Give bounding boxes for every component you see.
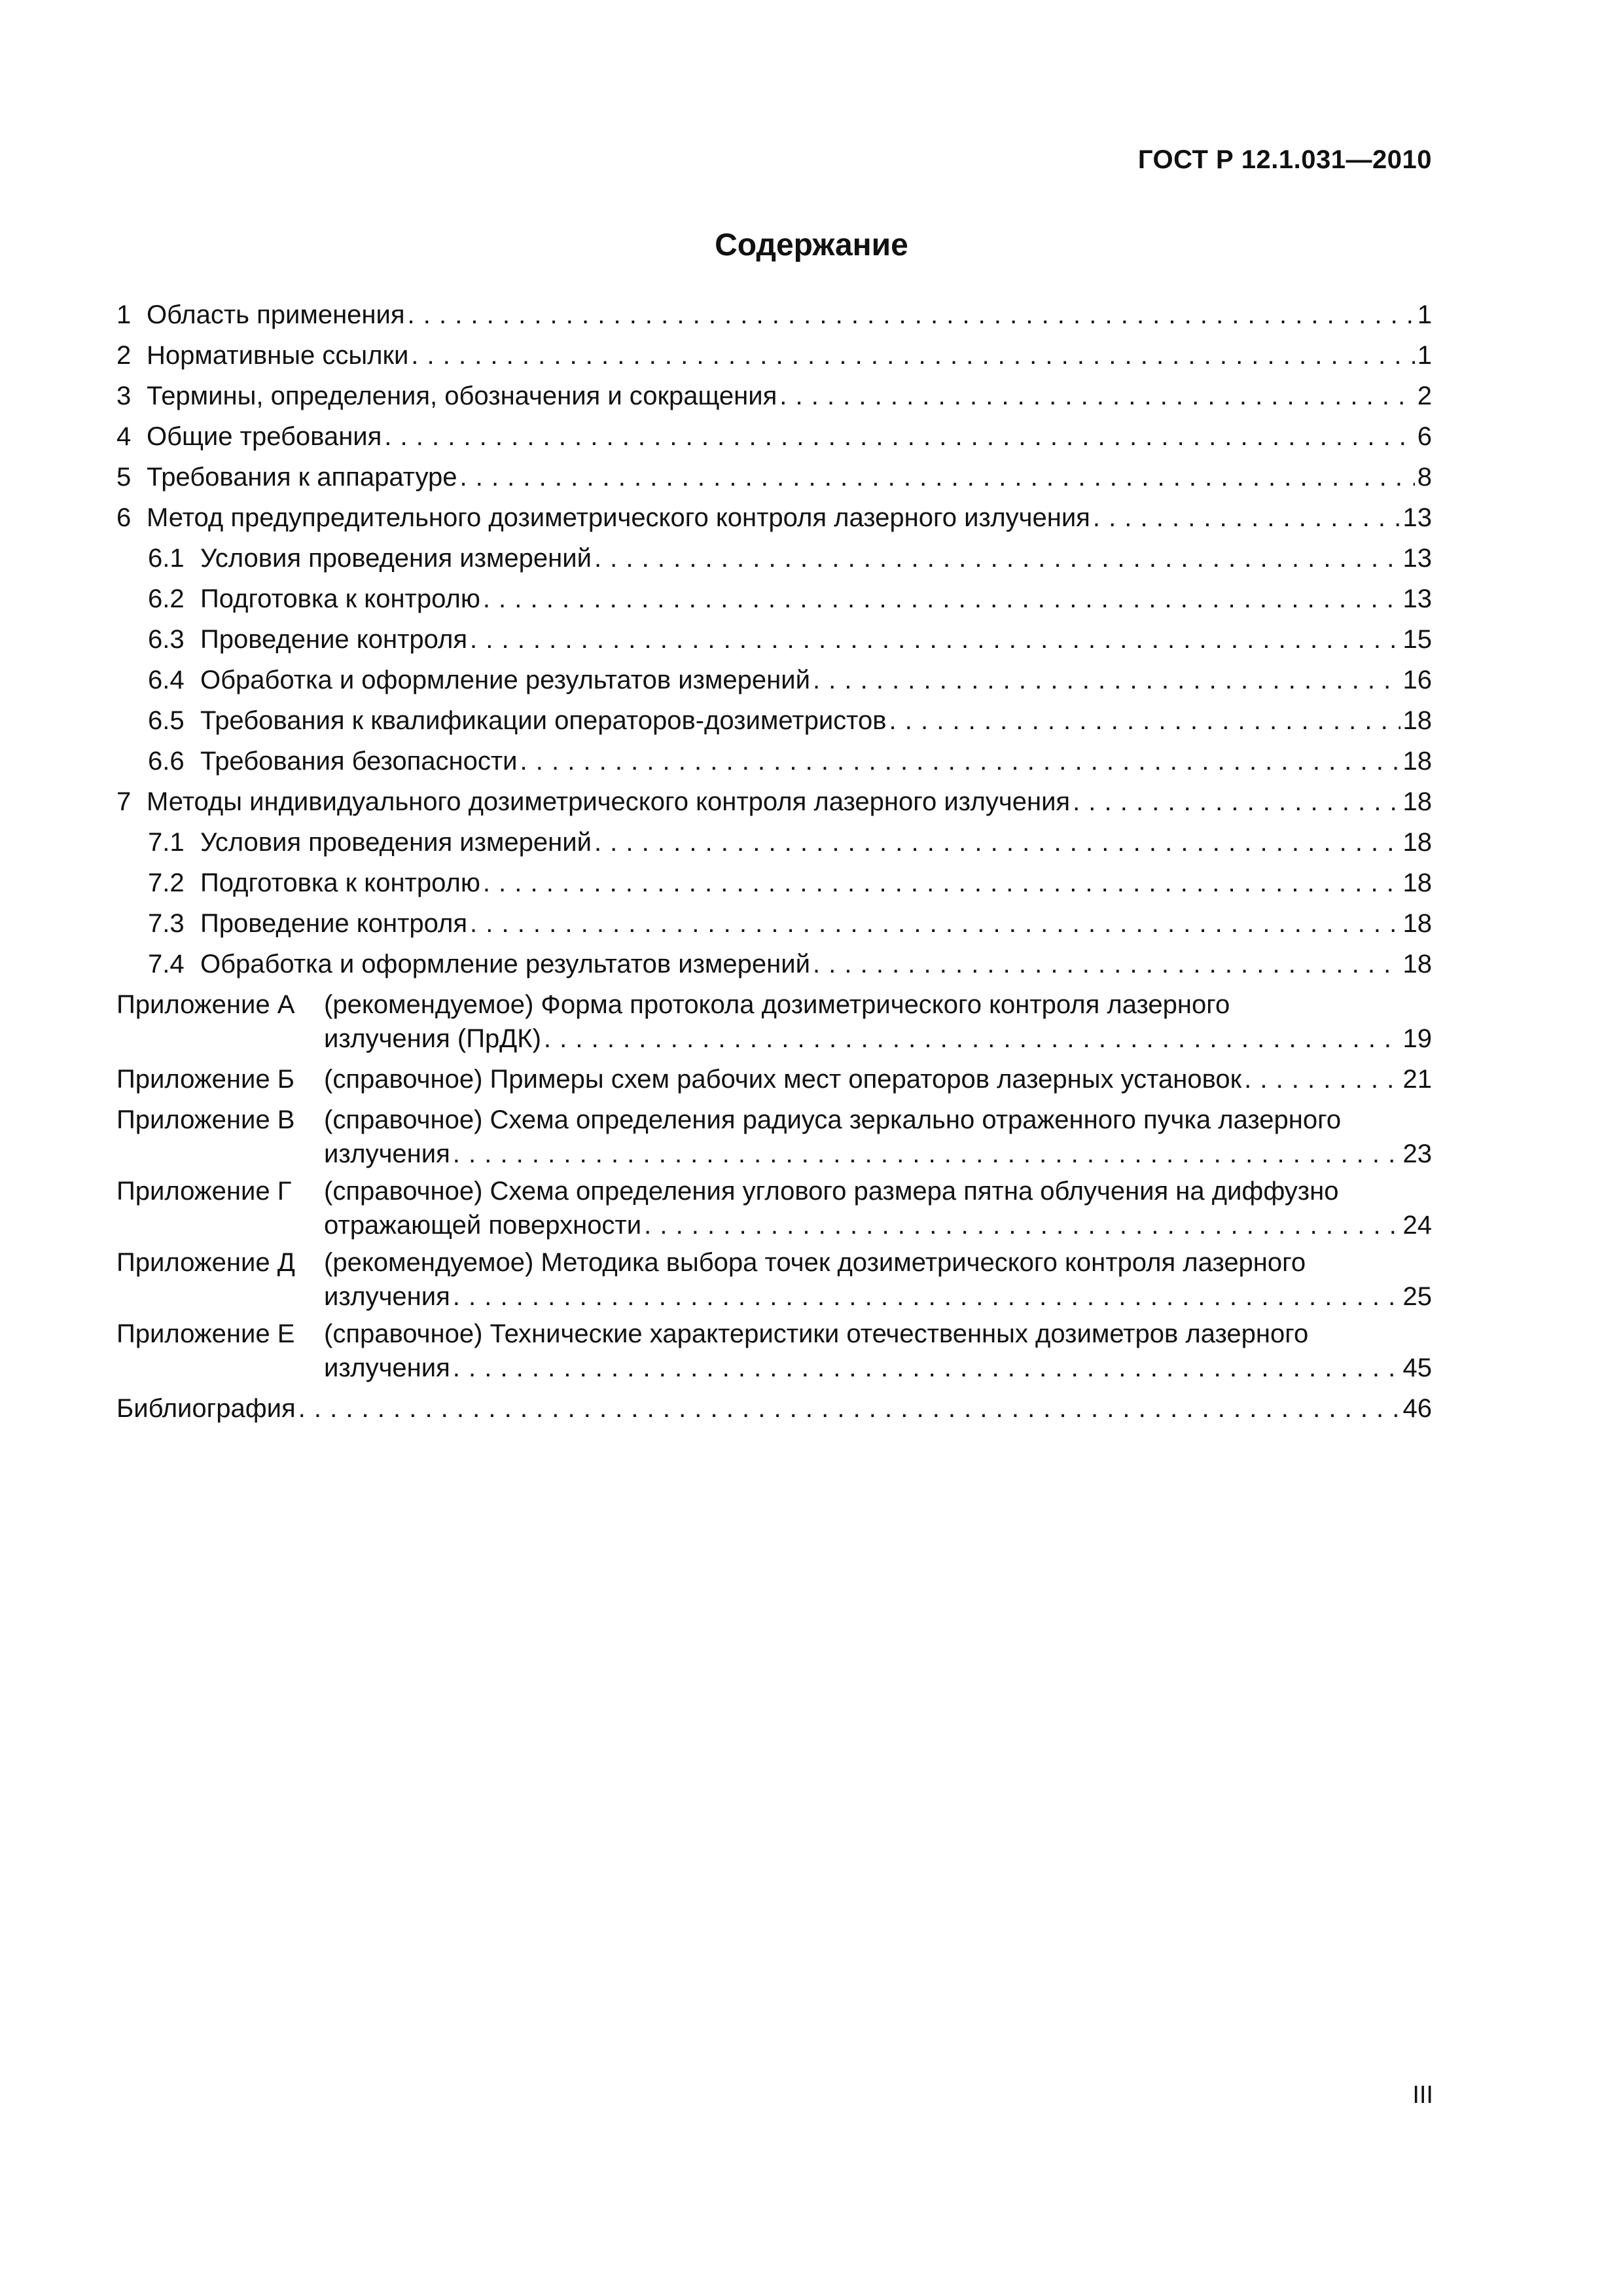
toc-entry-number: 4 <box>116 422 132 451</box>
toc-entry-number: 6.3 <box>148 625 185 654</box>
toc-title: Содержание <box>715 228 908 262</box>
toc-entry-label: Требования к аппаратуре <box>147 463 457 492</box>
toc-entry-page: 2 <box>1417 382 1432 410</box>
toc-leader-dots <box>408 295 1415 335</box>
toc-entry-page: 13 <box>1402 503 1432 532</box>
appendix-heading: Приложение Г <box>116 1177 292 1206</box>
toc-entry-number: 7 <box>116 787 132 816</box>
toc-entry-label: Требования к квалификации операторов-дозиметристов <box>200 706 887 735</box>
toc-entry-6[interactable] <box>116 497 1432 538</box>
toc-entry-number: 7.2 <box>148 869 185 897</box>
toc-entry-6-2[interactable] <box>116 579 1432 619</box>
toc-entry-label: Требования безопасности <box>200 747 518 776</box>
toc-leader-dots <box>483 579 1400 619</box>
toc-leader-dots <box>813 944 1400 984</box>
toc-bibliography[interactable] <box>116 1388 1432 1429</box>
toc-leader-dots <box>411 335 1414 376</box>
toc-appendix-v[interactable] <box>116 1103 1432 1171</box>
toc-entry-label: Метод предупредительного дозиметрического контроля лазерного излучения <box>147 503 1090 532</box>
toc-entry-label: Обработка и оформление результатов измерений <box>200 950 810 978</box>
toc-entry-number: 6.1 <box>148 544 185 573</box>
toc-entry-number: 3 <box>116 382 132 410</box>
toc-leader-dots <box>460 457 1415 497</box>
toc-entry-label: Подготовка к контролю <box>200 869 480 897</box>
toc-entry-label: Проведение контроля <box>200 625 468 654</box>
toc-leader-dots <box>544 1022 1400 1056</box>
toc-entry-6-4[interactable] <box>116 660 1432 700</box>
toc-entry-number: 1 <box>116 300 132 329</box>
toc-leader-dots <box>1073 781 1400 822</box>
appendix-heading: Приложение Б <box>116 1065 294 1094</box>
toc-entry-7-3[interactable] <box>116 903 1432 944</box>
toc-entry-page: 1 <box>1417 341 1432 370</box>
toc-entry-number: 7.1 <box>148 828 185 857</box>
toc-leader-dots <box>779 376 1414 416</box>
toc-entry-page: 18 <box>1402 706 1432 735</box>
toc-entry-page: 16 <box>1402 666 1432 694</box>
toc-entry-number: 5 <box>116 463 132 492</box>
appendix-title-line2: излучения <box>324 1354 450 1382</box>
toc-entry-label: Термины, определения, обозначения и сокращения <box>147 382 777 410</box>
toc-entry-page: 46 <box>1402 1394 1432 1423</box>
toc-entry-number: 6.5 <box>148 706 185 735</box>
toc-entry-page: 1 <box>1417 300 1432 329</box>
toc-entry-page: 45 <box>1402 1354 1432 1382</box>
toc-entry-number: 6.6 <box>148 747 185 776</box>
appendix-title-line2: отражающей поверхности <box>324 1211 642 1240</box>
toc-leader-dots <box>470 903 1400 944</box>
toc-entry-3[interactable] <box>116 376 1432 416</box>
appendix-title-line1: (рекомендуемое) Методика выбора точек дозиметрического контроля лазерного <box>324 1248 1306 1277</box>
toc-entry-1[interactable] <box>116 295 1432 335</box>
toc-entry-page: 13 <box>1402 544 1432 573</box>
toc-entry-2[interactable] <box>116 335 1432 376</box>
toc-appendix-g[interactable] <box>116 1174 1432 1242</box>
appendix-title-line1: (рекомендуемое) Форма протокола дозиметрического контроля лазерного <box>324 990 1230 1019</box>
toc-entry-number: 6 <box>116 503 132 532</box>
toc-entry-label: Библиография <box>116 1394 296 1423</box>
toc-entry-page: 15 <box>1402 625 1432 654</box>
table-of-contents <box>116 295 1432 1429</box>
toc-entry-label: Обработка и оформление результатов измерений <box>200 666 810 694</box>
toc-entry-6-5[interactable] <box>116 700 1432 741</box>
toc-entry-page: 18 <box>1402 869 1432 897</box>
toc-entry-number: 7.3 <box>148 909 185 938</box>
appendix-title-line2: излучения <box>324 1139 450 1168</box>
toc-entry-4[interactable] <box>116 416 1432 457</box>
toc-entry-label: Условия проведения измерений <box>200 828 592 857</box>
toc-entry-page: 18 <box>1402 909 1432 938</box>
toc-leader-dots <box>813 660 1400 700</box>
toc-leader-dots <box>453 1351 1400 1385</box>
toc-entry-6-1[interactable] <box>116 538 1432 579</box>
toc-entry-page: 21 <box>1402 1065 1432 1094</box>
toc-entry-page: 6 <box>1417 422 1432 451</box>
toc-entry-page: 8 <box>1417 463 1432 492</box>
toc-entry-page: 18 <box>1402 787 1432 816</box>
toc-appendix-a[interactable] <box>116 988 1432 1056</box>
toc-entry-5[interactable] <box>116 457 1432 497</box>
toc-entry-label: Общие требования <box>147 422 382 451</box>
toc-entry-7[interactable] <box>116 781 1432 822</box>
appendix-heading: Приложение Д <box>116 1248 295 1277</box>
toc-entry-page: 23 <box>1402 1139 1432 1168</box>
page-number: III <box>1412 2081 1433 2109</box>
toc-appendix-e[interactable] <box>116 1317 1432 1385</box>
appendix-heading: Приложение В <box>116 1105 295 1134</box>
toc-leader-dots <box>889 700 1400 741</box>
toc-entry-number: 6.4 <box>148 666 185 694</box>
toc-entry-page: 18 <box>1402 950 1432 978</box>
toc-entry-page: 18 <box>1402 828 1432 857</box>
toc-appendix-b[interactable] <box>116 1059 1432 1100</box>
toc-entry-label: Подготовка к контролю <box>200 584 480 613</box>
toc-leader-dots <box>594 538 1400 579</box>
toc-entry-7-1[interactable] <box>116 822 1432 863</box>
toc-leader-dots <box>384 416 1414 457</box>
toc-entry-number: 7.4 <box>148 950 185 978</box>
toc-entry-6-3[interactable] <box>116 619 1432 660</box>
appendix-title-line2: излучения <box>324 1282 450 1311</box>
appendix-title-line1: (справочное) Технические характеристики отечественных дозиметров лазерного <box>324 1319 1309 1348</box>
toc-appendix-d[interactable] <box>116 1246 1432 1314</box>
appendix-title-line1: (справочное) Схема определения радиуса зеркально отраженного пучка лазерного <box>324 1105 1342 1134</box>
toc-leader-dots <box>298 1388 1400 1429</box>
toc-leader-dots <box>1093 497 1400 538</box>
toc-entry-7-4[interactable] <box>116 944 1432 984</box>
toc-entry-6-6[interactable] <box>116 741 1432 781</box>
toc-leader-dots <box>483 863 1400 903</box>
appendix-heading: Приложение А <box>116 990 295 1019</box>
toc-entry-page: 19 <box>1402 1024 1432 1053</box>
toc-entry-page: 18 <box>1402 747 1432 776</box>
toc-entry-label: Проведение контроля <box>200 909 468 938</box>
appendix-heading: Приложение Е <box>116 1319 295 1348</box>
toc-leader-dots <box>1244 1059 1400 1100</box>
appendix-title-line1: (справочное) Примеры схем рабочих мест операторов лазерных установок <box>324 1065 1242 1094</box>
toc-entry-number: 6.2 <box>148 584 185 613</box>
toc-leader-dots <box>453 1280 1400 1314</box>
toc-leader-dots <box>520 741 1400 781</box>
toc-entry-label: Методы индивидуального дозиметрического контроля лазерного излучения <box>147 787 1071 816</box>
toc-leader-dots <box>453 1137 1400 1171</box>
document-code: ГОСТ Р 12.1.031—2010 <box>1137 145 1432 174</box>
appendix-title-line2: излучения (ПрДК) <box>324 1024 541 1053</box>
toc-leader-dots <box>644 1208 1400 1242</box>
toc-leader-dots <box>470 619 1400 660</box>
toc-entry-7-2[interactable] <box>116 863 1432 903</box>
toc-entry-label: Нормативные ссылки <box>147 341 409 370</box>
toc-entry-number: 2 <box>116 341 132 370</box>
toc-entry-page: 25 <box>1402 1282 1432 1311</box>
toc-leader-dots <box>594 822 1400 863</box>
appendix-title-line1: (справочное) Схема определения углового размера пятна облучения на диффузно <box>324 1177 1339 1206</box>
toc-entry-label: Область применения <box>147 300 405 329</box>
toc-entry-page: 24 <box>1402 1211 1432 1240</box>
toc-entry-label: Условия проведения измерений <box>200 544 592 573</box>
toc-entry-page: 13 <box>1402 584 1432 613</box>
